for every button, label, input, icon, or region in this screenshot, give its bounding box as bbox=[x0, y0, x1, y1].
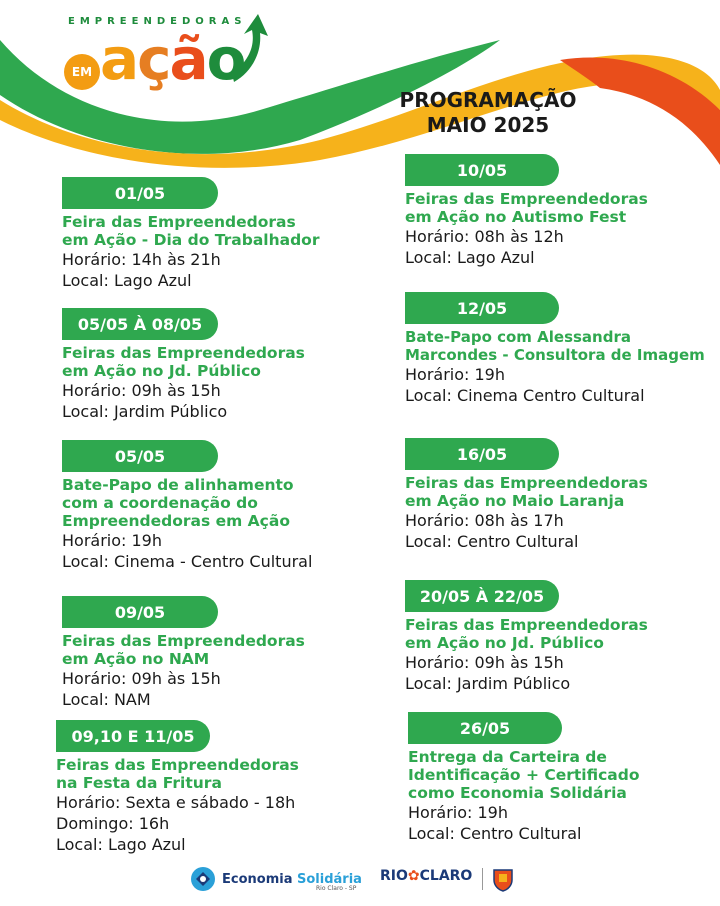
event-date-pill: 20/05 À 22/05 bbox=[405, 580, 559, 612]
event-title-line: como Economia Solidária bbox=[408, 784, 627, 802]
event-card bbox=[408, 712, 639, 844]
event-title-line: na Festa da Fritura bbox=[56, 774, 222, 792]
event-card bbox=[62, 440, 312, 572]
event-title-line: em Ação no Jd. Público bbox=[62, 362, 261, 380]
event-title-line: Feiras das Empreendedoras bbox=[405, 190, 648, 208]
title-line2: MAIO 2025 bbox=[426, 113, 550, 137]
event-card bbox=[405, 580, 648, 694]
event-title-line: Feira das Empreendedoras bbox=[62, 213, 296, 231]
event-location: Local: Cinema Centro Cultural bbox=[405, 386, 645, 405]
event-title-line: em Ação no Maio Laranja bbox=[405, 492, 625, 510]
city-crest-icon bbox=[492, 866, 514, 892]
event-time: Horário: 19h bbox=[408, 803, 508, 822]
solidarity-icon bbox=[190, 866, 216, 892]
logo-letter: ç bbox=[137, 25, 170, 93]
event-date-pill: 05/05 À 08/05 bbox=[62, 308, 218, 340]
event-location: Local: Jardim Público bbox=[405, 674, 571, 693]
event-title-line: Entrega da Carteira de bbox=[408, 748, 607, 766]
event-time: Horário: 09h às 15h bbox=[405, 653, 564, 672]
event-title bbox=[62, 632, 305, 668]
title-line1: PROGRAMAÇÃO bbox=[399, 88, 577, 112]
page-title bbox=[380, 88, 596, 138]
economia-subtitle: Rio Claro - SP bbox=[316, 885, 357, 892]
event-title bbox=[405, 328, 705, 364]
solidaria-word: Solidária bbox=[297, 871, 362, 887]
event-date-pill: 01/05 bbox=[62, 177, 218, 209]
event-location: Local: Jardim Público bbox=[62, 402, 228, 421]
event-location: Local: Lago Azul bbox=[56, 835, 186, 854]
event-title-line: Marcondes - Consultora de Imagem bbox=[405, 346, 705, 364]
event-date-pill: 12/05 bbox=[405, 292, 559, 324]
event-card bbox=[62, 308, 305, 422]
event-date-pill: 09/05 bbox=[62, 596, 218, 628]
event-location: Local: Lago Azul bbox=[405, 248, 535, 267]
event-title-line: em Ação no NAM bbox=[62, 650, 210, 668]
event-time: Horário: Sexta e sábado - 18h bbox=[56, 793, 296, 812]
event-title bbox=[62, 344, 305, 380]
event-date-pill: 05/05 bbox=[62, 440, 218, 472]
event-location: Local: Cinema - Centro Cultural bbox=[62, 552, 313, 571]
rio-claro-logo bbox=[380, 868, 472, 884]
event-date-pill: 26/05 bbox=[408, 712, 562, 744]
footer bbox=[0, 858, 720, 906]
event-title-line: em Ação no Jd. Público bbox=[405, 634, 604, 652]
event-time: Horário: 19h bbox=[62, 531, 162, 550]
event-card bbox=[62, 596, 305, 710]
event-title-line: Feiras das Empreendedoras bbox=[62, 344, 305, 362]
claro-word: CLARO bbox=[419, 868, 473, 884]
event-title bbox=[405, 474, 648, 510]
event-title-line: em Ação no Autismo Fest bbox=[405, 208, 627, 226]
event-time: Horário: 08h às 12h bbox=[405, 227, 564, 246]
event-title bbox=[62, 476, 312, 530]
event-title-line: Feiras das Empreendedoras bbox=[62, 632, 305, 650]
event-time: Horário: 19h bbox=[405, 365, 505, 384]
event-title-line: com a coordenação do bbox=[62, 494, 258, 512]
event-location: Domingo: 16h bbox=[56, 814, 170, 833]
event-title bbox=[62, 213, 319, 249]
event-title-line: Feiras das Empreendedoras bbox=[405, 616, 648, 634]
event-card bbox=[405, 154, 648, 268]
event-card bbox=[56, 720, 299, 855]
event-location: Local: Lago Azul bbox=[62, 271, 192, 290]
event-title-line: Feiras das Empreendedoras bbox=[56, 756, 299, 774]
event-title-line: Empreendedoras em Ação bbox=[62, 512, 290, 530]
event-title-line: Bate-Papo de alinhamento bbox=[62, 476, 294, 494]
event-title bbox=[408, 748, 639, 802]
footer-divider bbox=[482, 868, 483, 890]
event-title-line: Feiras das Empreendedoras bbox=[405, 474, 648, 492]
logo-letter: o bbox=[206, 25, 245, 93]
event-location: Local: NAM bbox=[62, 690, 151, 709]
event-card bbox=[405, 292, 705, 406]
logo-top-word: EMPREENDEDORAS bbox=[68, 16, 247, 27]
event-time: Horário: 09h às 15h bbox=[62, 381, 221, 400]
logo-letter: ã bbox=[169, 25, 207, 93]
event-card bbox=[62, 177, 319, 291]
event-title bbox=[405, 190, 648, 226]
event-date-pill: 10/05 bbox=[405, 154, 559, 186]
event-title bbox=[405, 616, 648, 652]
event-title bbox=[56, 756, 299, 792]
logo-em-badge: EM bbox=[64, 54, 100, 90]
logo-letter: a bbox=[100, 25, 138, 93]
event-location: Local: Centro Cultural bbox=[405, 532, 579, 551]
rio-word: RIO bbox=[380, 868, 408, 884]
event-date-pill: 16/05 bbox=[405, 438, 559, 470]
flower-icon: ✿ bbox=[407, 868, 420, 884]
event-title-line: Identificação + Certificado bbox=[408, 766, 640, 784]
event-time: Horário: 08h às 17h bbox=[405, 511, 564, 530]
event-location: Local: Centro Cultural bbox=[408, 824, 582, 843]
event-title-line: em Ação - Dia do Trabalhador bbox=[62, 231, 320, 249]
event-date-pill: 09,10 E 11/05 bbox=[56, 720, 210, 752]
event-card bbox=[405, 438, 648, 552]
event-time: Horário: 09h às 15h bbox=[62, 669, 221, 688]
economia-word: Economia bbox=[222, 871, 298, 887]
event-time: Horário: 14h às 21h bbox=[62, 250, 221, 269]
logo-main-word bbox=[100, 26, 245, 92]
event-title-line: Bate-Papo com Alessandra bbox=[405, 328, 631, 346]
